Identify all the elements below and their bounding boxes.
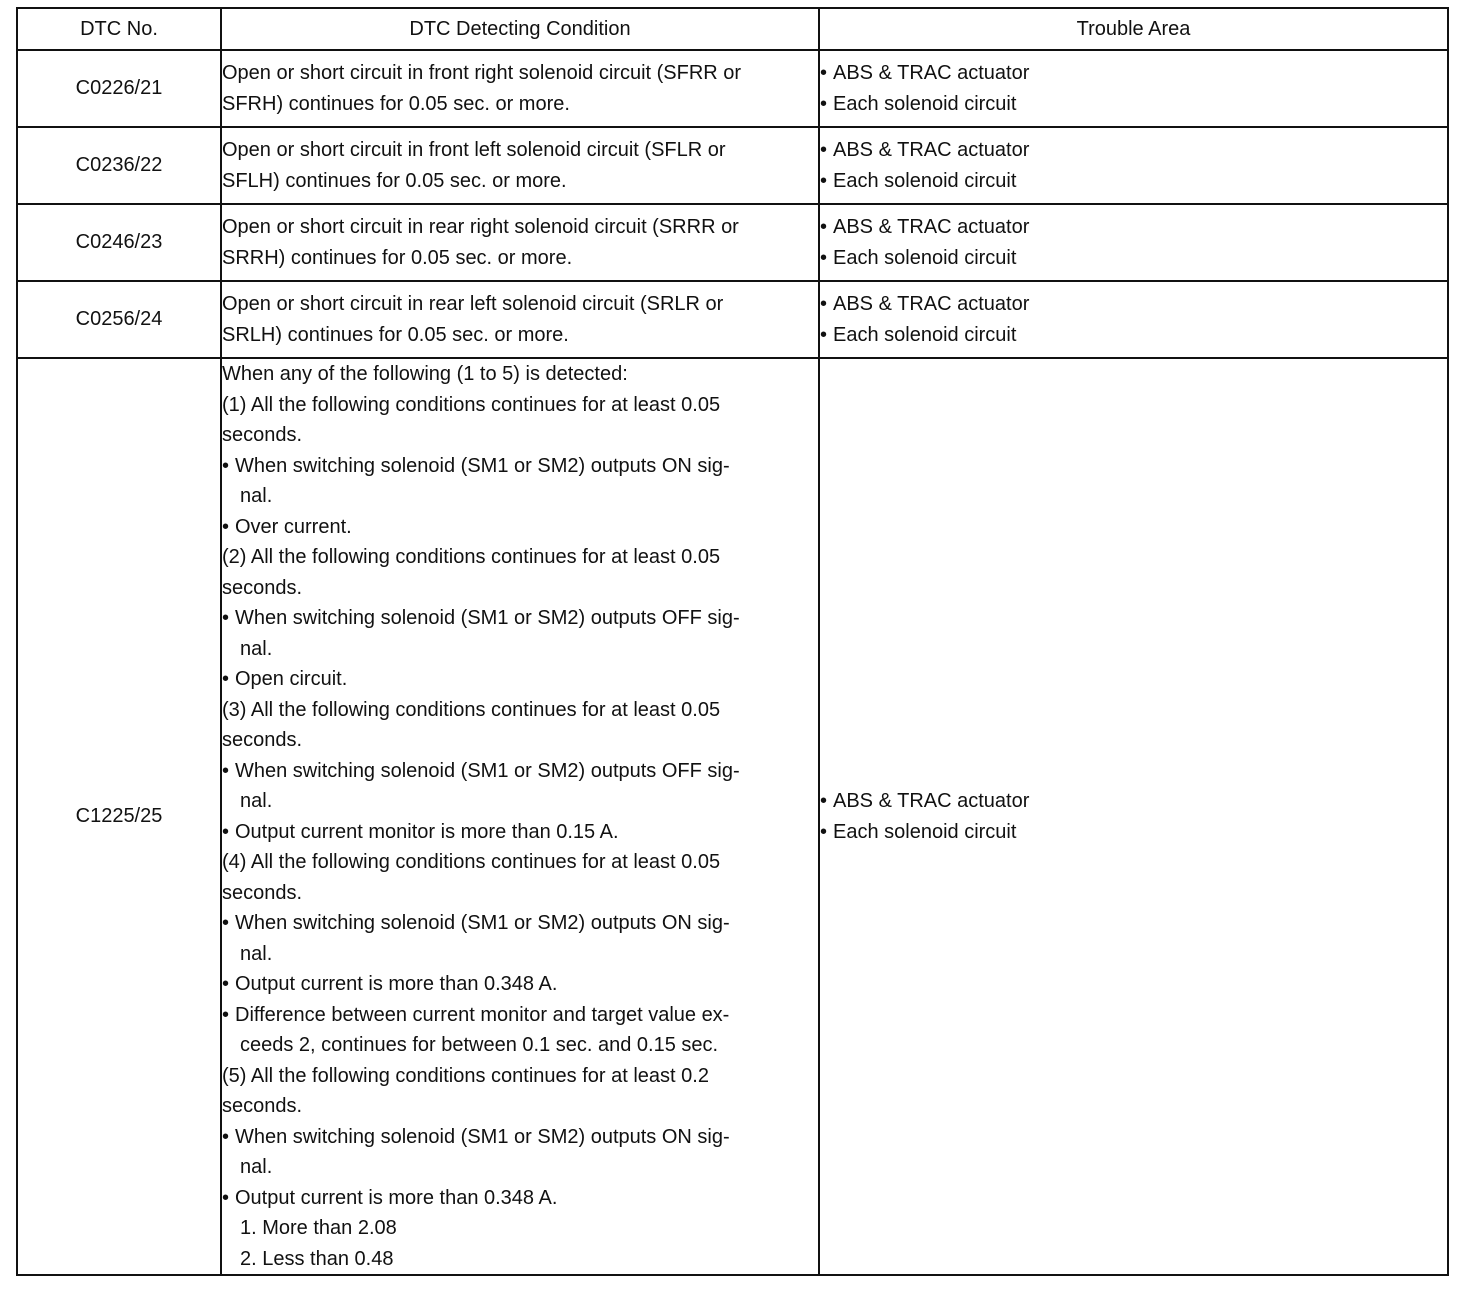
condition-sub-item: 2. Less than 0.48 (240, 1247, 394, 1270)
dtc-code: C0226/21 (17, 50, 221, 127)
dtc-code: C1225/25 (17, 358, 221, 1275)
condition-line: Open or short circuit in rear right solenoid circuit (SRRR or (222, 216, 739, 238)
condition-bullet-cont: nal. (240, 790, 273, 812)
table-row (17, 358, 1448, 1275)
trouble-area (819, 127, 1448, 204)
condition-bullet: • When switching solenoid (SM1 or SM2) outputs ON sig- (222, 1122, 818, 1153)
area-item: • ABS & TRAC actuator (820, 289, 1447, 320)
condition-bullet: • Open circuit. (222, 664, 818, 695)
condition-bullet: • When switching solenoid (SM1 or SM2) outputs ON sig- (222, 908, 818, 939)
area-item: • Each solenoid circuit (820, 817, 1447, 848)
area-item: • Each solenoid circuit (820, 89, 1447, 120)
header-trouble-area: Trouble Area (819, 8, 1448, 50)
trouble-area (819, 358, 1448, 1275)
area-item: • Each solenoid circuit (820, 243, 1447, 274)
condition-line: SFRH) continues for 0.05 sec. or more. (222, 92, 570, 115)
area-item: • ABS & TRAC actuator (820, 58, 1447, 89)
condition-bullet-cont: nal. (240, 485, 273, 507)
condition-heading: seconds. (222, 576, 303, 599)
dtc-table (16, 7, 1449, 1276)
condition-bullet: • Output current monitor is more than 0.15 A. (222, 817, 818, 848)
condition-bullet: • Difference between current monitor and target value ex- (222, 1000, 818, 1031)
condition-line: SRLH) continues for 0.05 sec. or more. (222, 323, 569, 346)
condition-heading: seconds. (222, 881, 303, 904)
condition-line: SFLH) continues for 0.05 sec. or more. (222, 169, 567, 192)
dtc-code: C0256/24 (17, 281, 221, 358)
condition-sub-item: 1. More than 2.08 (240, 1217, 397, 1239)
condition-heading: seconds. (222, 1095, 303, 1117)
condition-bullet: • Over current. (222, 512, 818, 543)
header-condition: DTC Detecting Condition (221, 8, 819, 50)
condition-heading: (5) All the following conditions continues for at least 0.2 (222, 1064, 709, 1087)
condition-line: SRRH) continues for 0.05 sec. or more. (222, 246, 573, 269)
condition-bullet: • Output current is more than 0.348 A. (222, 969, 818, 1000)
table-row (17, 204, 1448, 281)
trouble-area (819, 281, 1448, 358)
header-row (17, 8, 1448, 50)
table-row (17, 127, 1448, 204)
condition-bullet-cont: nal. (240, 1156, 273, 1178)
condition-line: Open or short circuit in front right solenoid circuit (SFRR or (222, 62, 742, 84)
detecting-condition (221, 127, 819, 204)
area-item: • ABS & TRAC actuator (820, 212, 1447, 243)
detecting-condition (221, 281, 819, 358)
detecting-condition (221, 50, 819, 127)
condition-heading: (3) All the following conditions continues for at least 0.05 (222, 698, 721, 721)
dtc-code: C0246/23 (17, 204, 221, 281)
condition-heading: (1) All the following conditions continues for at least 0.05 (222, 393, 721, 416)
table-row (17, 50, 1448, 127)
header-dtc-no: DTC No. (17, 8, 221, 50)
area-item: • Each solenoid circuit (820, 166, 1447, 197)
condition-heading: seconds. (222, 729, 303, 751)
condition-bullet: • When switching solenoid (SM1 or SM2) outputs ON sig- (222, 451, 818, 482)
condition-line: Open or short circuit in front left solenoid circuit (SFLR or (222, 139, 726, 161)
condition-intro: When any of the following (1 to 5) is detected: (222, 363, 628, 385)
area-item: • ABS & TRAC actuator (820, 135, 1447, 166)
area-item: • Each solenoid circuit (820, 320, 1447, 351)
dtc-code: C0236/22 (17, 127, 221, 204)
condition-line: Open or short circuit in rear left solenoid circuit (SRLR or (222, 293, 724, 315)
condition-bullet-cont: ceeds 2, continues for between 0.1 sec. and 0.15 sec. (240, 1034, 719, 1056)
trouble-area (819, 50, 1448, 127)
condition-bullet-cont: nal. (240, 942, 273, 965)
condition-bullet: • Output current is more than 0.348 A. (222, 1183, 818, 1214)
table-row (17, 281, 1448, 358)
area-item: • ABS & TRAC actuator (820, 786, 1447, 817)
condition-bullet: • When switching solenoid (SM1 or SM2) outputs OFF sig- (222, 756, 818, 787)
condition-bullet-cont: nal. (240, 637, 273, 660)
trouble-area (819, 204, 1448, 281)
condition-heading: seconds. (222, 424, 303, 446)
condition-bullet: • When switching solenoid (SM1 or SM2) outputs OFF sig- (222, 603, 818, 634)
detecting-condition (221, 204, 819, 281)
condition-heading: (4) All the following conditions continues for at least 0.05 (222, 851, 721, 873)
detecting-condition (221, 358, 819, 1275)
condition-heading: (2) All the following conditions continues for at least 0.05 (222, 546, 721, 568)
